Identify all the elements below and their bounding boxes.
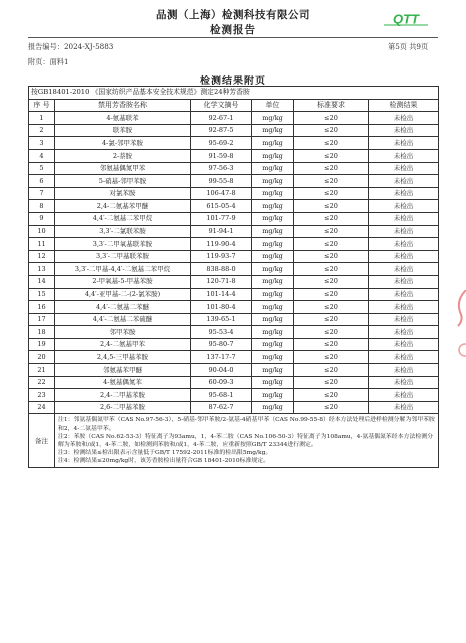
cell-unit: mg/kg <box>252 212 294 225</box>
cell-name: 5-硝基-邻甲苯胺 <box>55 175 191 188</box>
cell-result: 未检出 <box>369 137 439 150</box>
cell-result: 未检出 <box>369 225 439 238</box>
table-header-row <box>29 99 439 112</box>
cell-requirement: ≤20 <box>294 187 369 200</box>
cell-seq: 22 <box>29 376 55 389</box>
table-row <box>29 301 439 314</box>
cell-result: 未检出 <box>369 326 439 339</box>
cell-name: 3,3′-二甲基-4,4′-二氨基二苯甲烷 <box>55 263 191 276</box>
header-cas: 化学文摘号 <box>191 99 252 112</box>
cell-cas: 106-47-8 <box>191 187 252 200</box>
note-2: 注2：苯胺（CAS No.62-53-3）特征离子为93amu，1，4-苯二胺（CAS No.106-50-3）特征离子为108amu，4-氨基偶氮苯经本方法检测分解为苯胺和/或1，4-苯二胺，如检测到苯胺和/或1，4-苯二胺，应重新按照GB/T 23344进行测定。 <box>58 433 434 448</box>
header-name: 禁用芳香胺名称 <box>55 99 191 112</box>
cell-requirement: ≤20 <box>294 275 369 288</box>
table-row <box>29 389 439 402</box>
cell-result: 未检出 <box>369 149 439 162</box>
cell-cas: 95-68-1 <box>191 389 252 402</box>
cell-result: 未检出 <box>369 301 439 314</box>
cell-cas: 120-71-8 <box>191 275 252 288</box>
cell-cas: 101-14-4 <box>191 288 252 301</box>
company-name: 品测（上海）检测科技有限公司 <box>156 9 310 21</box>
cell-cas: 139-65-1 <box>191 313 252 326</box>
cell-name: 4,4′-二氨基二苯甲烷 <box>55 212 191 225</box>
header-requirement: 标准要求 <box>294 99 369 112</box>
cell-name: 3,3′-二甲氧基联苯胺 <box>55 238 191 251</box>
cell-requirement: ≤20 <box>294 124 369 137</box>
cell-seq: 5 <box>29 162 55 175</box>
cell-result: 未检出 <box>369 187 439 200</box>
cell-unit: mg/kg <box>252 175 294 188</box>
cell-seq: 17 <box>29 313 55 326</box>
cell-cas: 95-69-2 <box>191 137 252 150</box>
cell-cas: 101-77-9 <box>191 212 252 225</box>
cell-unit: mg/kg <box>252 326 294 339</box>
note-1: 注1：邻氨基偶氮甲苯（CAS No.97-56-3）、5-硝基-邻甲苯胺/2-氨基-4硝基甲苯（CAS No.99-55-8）经本方法处理后进样检测分解为邻甲苯胺和2，4-二氨基甲苯。 <box>58 417 435 432</box>
cell-cas: 90-04-0 <box>191 364 252 377</box>
cell-name: 联苯胺 <box>55 124 191 137</box>
cell-seq: 1 <box>29 112 55 125</box>
standard-row: 按GB18401-2010 《国家纺织产品基本安全技术规范》测定24种芳香胺 <box>29 87 439 100</box>
cell-cas: 838-88-0 <box>191 263 252 276</box>
table-row <box>29 137 439 150</box>
cell-seq: 2 <box>29 124 55 137</box>
cell-cas: 615-05-4 <box>191 200 252 213</box>
cell-seq: 11 <box>29 238 55 251</box>
cell-name: 4-氨基偶氮苯 <box>55 376 191 389</box>
cell-cas: 92-87-5 <box>191 124 252 137</box>
cell-unit: mg/kg <box>252 338 294 351</box>
cell-result: 未检出 <box>369 124 439 137</box>
cell-cas: 95-53-4 <box>191 326 252 339</box>
cell-seq: 16 <box>29 301 55 314</box>
cell-result: 未检出 <box>369 401 439 414</box>
cell-seq: 23 <box>29 389 55 402</box>
report-number: 报告编号：2024-XJ-5883 <box>28 42 114 51</box>
table-row <box>29 364 439 377</box>
header-rule <box>28 37 438 38</box>
cell-seq: 10 <box>29 225 55 238</box>
header-unit: 单位 <box>252 99 294 112</box>
table-row <box>29 313 439 326</box>
cell-requirement: ≤20 <box>294 288 369 301</box>
cell-unit: mg/kg <box>252 162 294 175</box>
cell-requirement: ≤20 <box>294 238 369 251</box>
cell-cas: 137-17-7 <box>191 351 252 364</box>
cell-name: 4,4′-亚甲基-二-(2-氯苯胺) <box>55 288 191 301</box>
cell-seq: 4 <box>29 149 55 162</box>
header-seq: 序 号 <box>29 99 55 112</box>
cell-unit: mg/kg <box>252 364 294 377</box>
company-logo <box>380 11 432 27</box>
cell-name: 2-萘胺 <box>55 149 191 162</box>
cell-unit: mg/kg <box>252 149 294 162</box>
cell-requirement: ≤20 <box>294 313 369 326</box>
table-row <box>29 187 439 200</box>
results-table <box>28 86 439 468</box>
cell-name: 2,4-二氨基甲苯 <box>55 338 191 351</box>
notes-label: 备注 <box>29 414 55 468</box>
cell-requirement: ≤20 <box>294 137 369 150</box>
cell-seq: 15 <box>29 288 55 301</box>
attachment-label: 附页：面料1 <box>28 57 69 66</box>
cell-name: 4-氯-邻甲苯胺 <box>55 137 191 150</box>
page-number: 第5页 共9页 <box>388 42 429 51</box>
cell-seq: 6 <box>29 175 55 188</box>
cell-seq: 24 <box>29 401 55 414</box>
cell-cas: 87-62-7 <box>191 401 252 414</box>
cell-seq: 9 <box>29 212 55 225</box>
table-row <box>29 401 439 414</box>
table-row <box>29 112 439 125</box>
logo-text: QTT <box>393 11 419 27</box>
cell-unit: mg/kg <box>252 351 294 364</box>
cell-requirement: ≤20 <box>294 301 369 314</box>
cell-seq: 7 <box>29 187 55 200</box>
cell-requirement: ≤20 <box>294 112 369 125</box>
cell-seq: 14 <box>29 275 55 288</box>
cell-cas: 60-09-3 <box>191 376 252 389</box>
table-row <box>29 376 439 389</box>
cell-result: 未检出 <box>369 376 439 389</box>
cell-seq: 8 <box>29 200 55 213</box>
cell-unit: mg/kg <box>252 376 294 389</box>
cell-seq: 21 <box>29 364 55 377</box>
cell-unit: mg/kg <box>252 137 294 150</box>
cell-name: 4-氨基联苯 <box>55 112 191 125</box>
cell-cas: 92-67-1 <box>191 112 252 125</box>
header-result: 检测结果 <box>369 99 439 112</box>
cell-unit: mg/kg <box>252 313 294 326</box>
note-4: 注4：检测结果≤20mg/kg时，该芳香胺检出量符合GB 18401-2010标准规定。 <box>58 458 270 465</box>
cell-name: 邻氨基苯甲醚 <box>55 364 191 377</box>
cell-result: 未检出 <box>369 175 439 188</box>
cell-requirement: ≤20 <box>294 389 369 402</box>
table-row <box>29 250 439 263</box>
cell-result: 未检出 <box>369 364 439 377</box>
cell-unit: mg/kg <box>252 275 294 288</box>
cell-name: 2-甲氧基-5-甲基苯胺 <box>55 275 191 288</box>
cell-requirement: ≤20 <box>294 376 369 389</box>
table-row <box>29 326 439 339</box>
cell-requirement: ≤20 <box>294 162 369 175</box>
table-row <box>29 225 439 238</box>
section-title: 检测结果附页 <box>200 76 266 87</box>
cell-unit: mg/kg <box>252 250 294 263</box>
cell-seq: 13 <box>29 263 55 276</box>
table-row <box>29 351 439 364</box>
notes-row <box>29 414 439 468</box>
cell-name: 4,4′-二氨基二苯醚 <box>55 301 191 314</box>
cell-name: 邻甲苯胺 <box>55 326 191 339</box>
cell-requirement: ≤20 <box>294 212 369 225</box>
cell-result: 未检出 <box>369 313 439 326</box>
cell-unit: mg/kg <box>252 301 294 314</box>
cell-result: 未检出 <box>369 112 439 125</box>
cell-unit: mg/kg <box>252 401 294 414</box>
cell-unit: mg/kg <box>252 112 294 125</box>
report-title: 检测报告 <box>210 24 256 36</box>
cell-result: 未检出 <box>369 162 439 175</box>
cell-requirement: ≤20 <box>294 263 369 276</box>
table-row <box>29 162 439 175</box>
cell-result: 未检出 <box>369 238 439 251</box>
cell-requirement: ≤20 <box>294 364 369 377</box>
cell-seq: 18 <box>29 326 55 339</box>
cell-name: 2,4-二氨基苯甲醚 <box>55 200 191 213</box>
cell-result: 未检出 <box>369 250 439 263</box>
cell-unit: mg/kg <box>252 200 294 213</box>
cell-cas: 95-80-7 <box>191 338 252 351</box>
cell-cas: 119-90-4 <box>191 238 252 251</box>
cell-cas: 101-80-4 <box>191 301 252 314</box>
cell-requirement: ≤20 <box>294 225 369 238</box>
cell-name: 3,3′-二氯联苯胺 <box>55 225 191 238</box>
cell-requirement: ≤20 <box>294 175 369 188</box>
table-row <box>29 288 439 301</box>
seal-edge-mark <box>454 290 466 380</box>
table-row <box>29 212 439 225</box>
cell-result: 未检出 <box>369 389 439 402</box>
cell-unit: mg/kg <box>252 288 294 301</box>
cell-result: 未检出 <box>369 263 439 276</box>
cell-name: 对氯苯胺 <box>55 187 191 200</box>
cell-cas: 91-59-8 <box>191 149 252 162</box>
cell-name: 2,6-二甲基苯胺 <box>55 401 191 414</box>
cell-requirement: ≤20 <box>294 338 369 351</box>
cell-unit: mg/kg <box>252 225 294 238</box>
cell-requirement: ≤20 <box>294 351 369 364</box>
cell-result: 未检出 <box>369 351 439 364</box>
table-row <box>29 149 439 162</box>
cell-name: 邻氨基偶氮甲苯 <box>55 162 191 175</box>
cell-requirement: ≤20 <box>294 326 369 339</box>
cell-unit: mg/kg <box>252 389 294 402</box>
cell-cas: 97-56-3 <box>191 162 252 175</box>
table-row <box>29 175 439 188</box>
table-row <box>29 238 439 251</box>
cell-seq: 12 <box>29 250 55 263</box>
cell-unit: mg/kg <box>252 238 294 251</box>
table-row <box>29 200 439 213</box>
table-row <box>29 338 439 351</box>
cell-cas: 99-55-8 <box>191 175 252 188</box>
note-3: 注3：检测结果≤检出限表示含量低于GB/T 17592-2011标准的检出限5mg/kg。 <box>58 450 272 456</box>
cell-seq: 19 <box>29 338 55 351</box>
cell-name: 2,4,5-三甲基苯胺 <box>55 351 191 364</box>
cell-result: 未检出 <box>369 288 439 301</box>
cell-seq: 3 <box>29 137 55 150</box>
cell-unit: mg/kg <box>252 263 294 276</box>
cell-unit: mg/kg <box>252 124 294 137</box>
cell-cas: 91-94-1 <box>191 225 252 238</box>
table-row <box>29 275 439 288</box>
cell-result: 未检出 <box>369 212 439 225</box>
table-row <box>29 124 439 137</box>
cell-unit: mg/kg <box>252 187 294 200</box>
cell-requirement: ≤20 <box>294 200 369 213</box>
cell-name: 2,4-二甲基苯胺 <box>55 389 191 402</box>
cell-result: 未检出 <box>369 338 439 351</box>
cell-result: 未检出 <box>369 200 439 213</box>
notes-text <box>55 414 439 468</box>
cell-seq: 20 <box>29 351 55 364</box>
cell-requirement: ≤20 <box>294 401 369 414</box>
cell-cas: 119-93-7 <box>191 250 252 263</box>
cell-name: 4,4′-二氨基二苯硫醚 <box>55 313 191 326</box>
cell-result: 未检出 <box>369 275 439 288</box>
table-row <box>29 263 439 276</box>
cell-name: 3,3′-二甲基联苯胺 <box>55 250 191 263</box>
cell-requirement: ≤20 <box>294 250 369 263</box>
cell-requirement: ≤20 <box>294 149 369 162</box>
